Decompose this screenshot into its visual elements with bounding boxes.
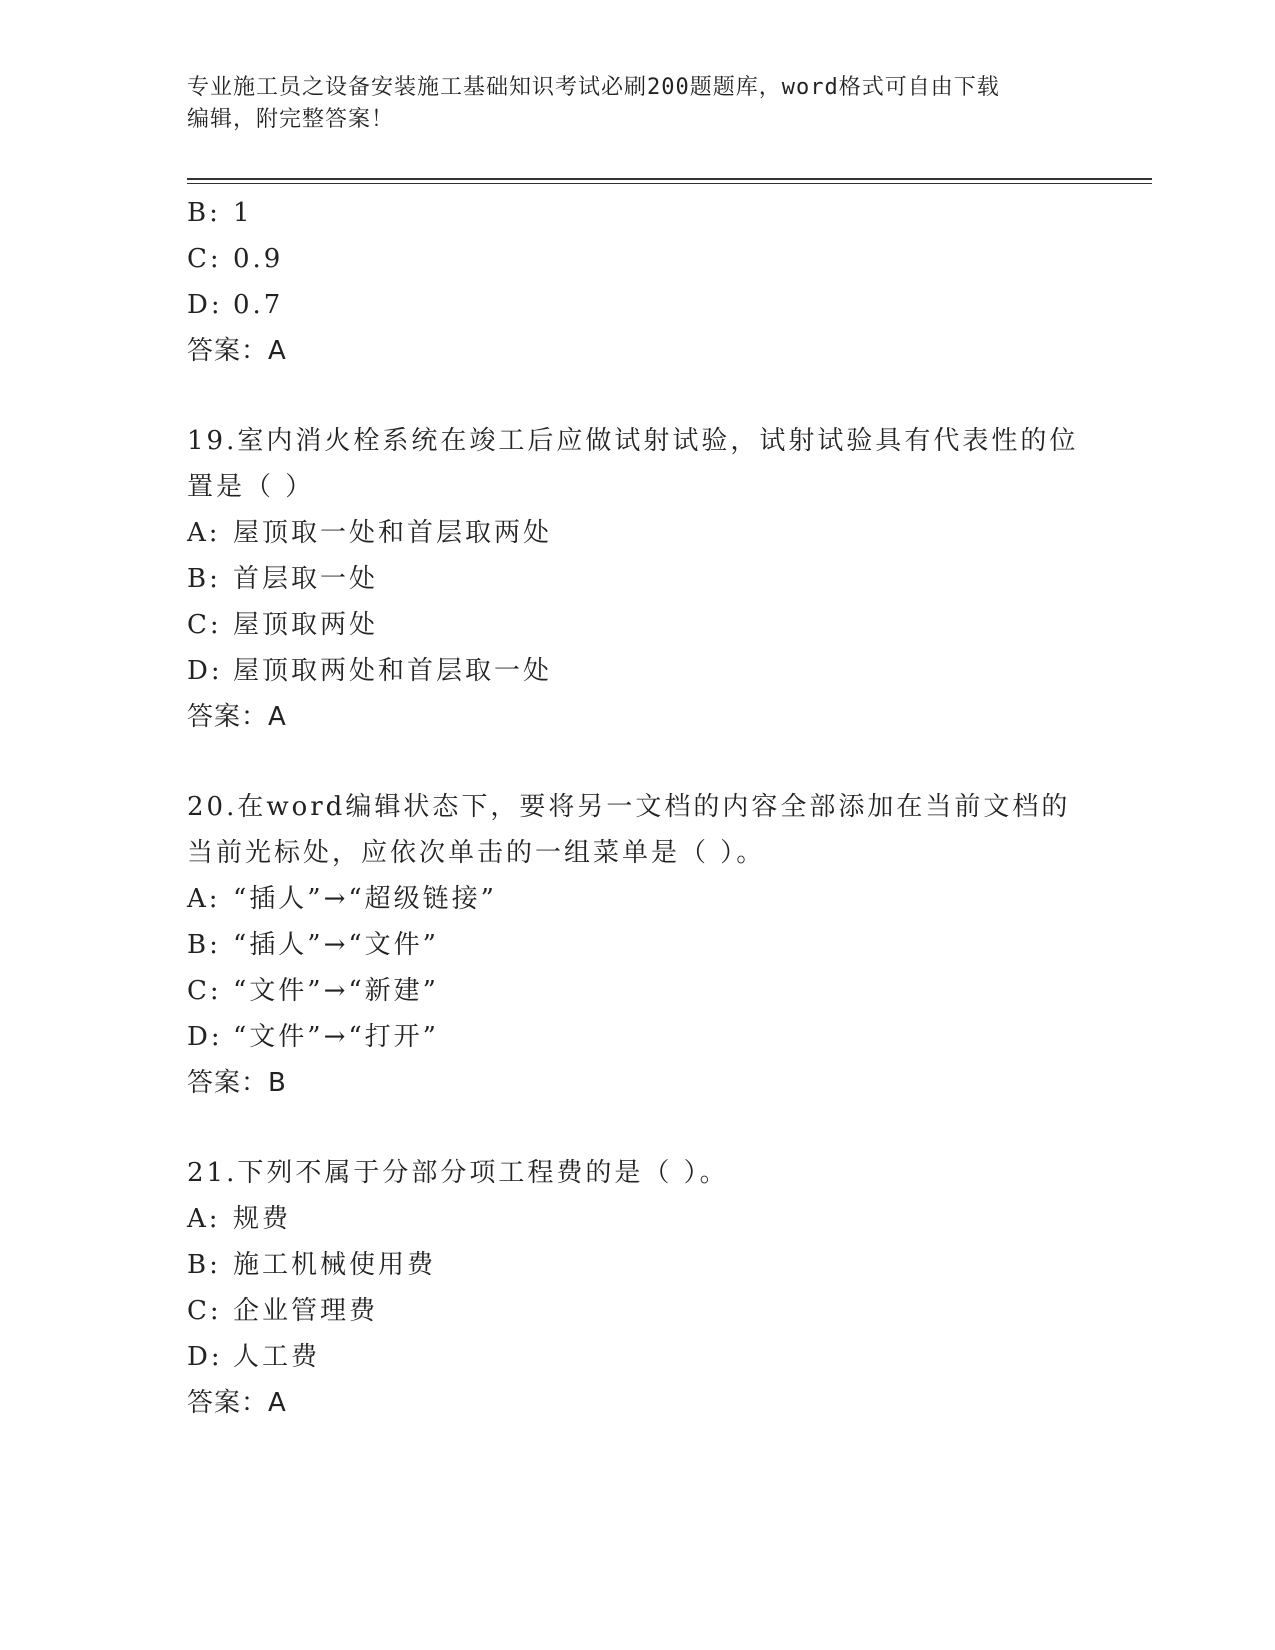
option-letter: A:	[187, 1204, 221, 1234]
option-text: 施工机械使用费	[233, 1250, 437, 1280]
option-a	[187, 876, 1087, 922]
question-block-19	[187, 418, 1087, 740]
option-d	[187, 282, 1087, 328]
question-stem-line2: 当前光标处，应依次单击的一组菜单是（ ）。	[187, 838, 766, 868]
option-c	[187, 236, 1087, 282]
option-text: 首层取一处	[233, 564, 379, 594]
option-text: 屋顶取一处和首层取两处	[233, 518, 553, 548]
answer-line: 答案：A	[187, 1388, 287, 1418]
option-text: 屋顶取两处和首层取一处	[233, 656, 553, 686]
answer-line: 答案：A	[187, 336, 287, 366]
question-block-20	[187, 784, 1087, 1106]
option-d	[187, 648, 1087, 694]
question-stem-line1: 20.在word编辑状态下，要将另一文档的内容全部添加在当前文档的	[187, 792, 1071, 822]
option-a	[187, 510, 1087, 556]
option-b	[187, 556, 1087, 602]
option-text: 规费	[233, 1204, 292, 1234]
question-block-21	[187, 1150, 1087, 1426]
question-stem-line1: 19.室内消火栓系统在竣工后应做试射试验，试射试验具有代表性的位	[187, 426, 1079, 456]
option-letter: C:	[187, 976, 222, 1006]
option-letter: B:	[187, 1250, 221, 1280]
option-a	[187, 1196, 1087, 1242]
question-stem-line2: 置是（ ）	[187, 472, 315, 502]
option-letter: B:	[187, 564, 221, 594]
option-letter: A:	[187, 518, 221, 548]
option-letter: D:	[187, 656, 223, 686]
option-text: “插人”→“超级链接”	[233, 884, 497, 914]
option-d	[187, 1334, 1087, 1380]
option-text: 人工费	[233, 1342, 321, 1372]
option-letter: D:	[187, 290, 223, 320]
option-letter: D:	[187, 1342, 223, 1372]
option-letter: C:	[187, 610, 222, 640]
option-letter: C:	[187, 244, 222, 274]
option-letter: C:	[187, 1296, 222, 1326]
option-text: 0.9	[233, 244, 284, 274]
option-text: “插人”→“文件”	[233, 930, 439, 960]
answer-line: 答案：B	[187, 1068, 287, 1098]
document-header	[187, 72, 1067, 136]
option-text: 1	[233, 198, 253, 228]
option-b	[187, 190, 1087, 236]
option-c	[187, 602, 1087, 648]
answer-line: 答案：A	[187, 702, 287, 732]
option-text: “文件”→“打开”	[233, 1022, 439, 1052]
option-letter: B:	[187, 198, 221, 228]
option-text: “文件”→“新建”	[233, 976, 439, 1006]
header-title-line1: 专业施工员之设备安装施工基础知识考试必刷200题题库，word格式可自由下载	[187, 75, 1000, 100]
option-text: 企业管理费	[233, 1296, 379, 1326]
option-text: 屋顶取两处	[233, 610, 379, 640]
option-letter: A:	[187, 884, 221, 914]
question-list	[187, 190, 1087, 1426]
option-text: 0.7	[233, 290, 284, 320]
option-b	[187, 922, 1087, 968]
option-letter: D:	[187, 1022, 223, 1052]
header-title-line2: 编辑，附完整答案！	[187, 107, 395, 132]
question-stem-line1: 21.下列不属于分部分项工程费的是（ ）。	[187, 1158, 729, 1188]
option-letter: B:	[187, 930, 221, 960]
option-b	[187, 1242, 1087, 1288]
option-c	[187, 1288, 1087, 1334]
header-divider-thin	[187, 183, 1152, 184]
header-divider-thick	[187, 178, 1152, 180]
option-d	[187, 1014, 1087, 1060]
option-c	[187, 968, 1087, 1014]
question-block-18	[187, 190, 1087, 374]
